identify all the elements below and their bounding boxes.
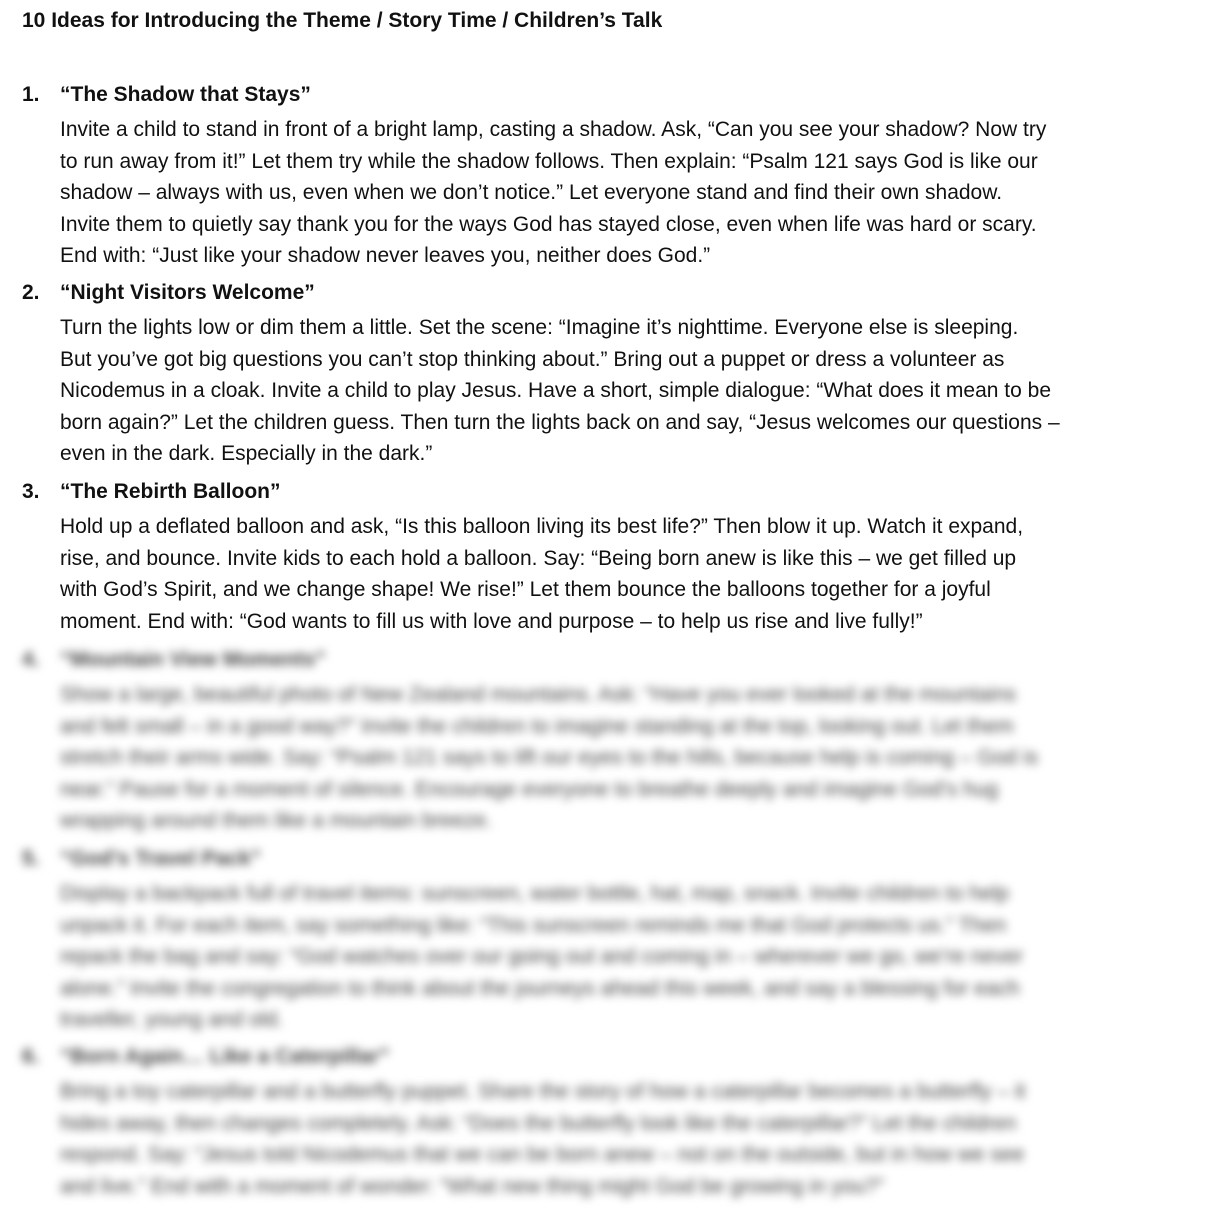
idea-title: “The Shadow that Stays”: [60, 83, 311, 106]
idea-body-line: wrapping around them like a mountain breeze.: [60, 809, 492, 832]
idea-body-line: and felt small – in a good way?” Invite the children to imagine standing at the top, looking out. Let them: [60, 714, 1014, 738]
idea-body-line: Display a backpack full of travel items: sunscreen, water bottle, hat, map, snack. Invite children to help: [60, 882, 1009, 905]
idea-body-line: Hold up a deflated balloon and ask, “Is this balloon living its best life?” Then blow it up. Watch it expand,: [60, 515, 1024, 538]
idea-number: 1.: [22, 83, 40, 106]
idea-body-line: End with: “Just like your shadow never leaves you, neither does God.”: [60, 244, 711, 267]
idea-number: 6.: [22, 1045, 40, 1068]
idea-body-line: moment. End with: “God wants to fill us with love and purpose – to help us rise and live fully!”: [60, 609, 923, 633]
idea-body-line: Turn the lights low or dim them a little. Set the scene: “Imagine it’s nighttime. Everyone else is sleeping.: [60, 316, 1019, 339]
idea-body: [60, 312, 1200, 470]
idea-number: 4.: [22, 648, 40, 671]
idea-body: [60, 114, 1200, 272]
idea-body-line: respond. Say: “Jesus told Nicodemus that we can be born anew – not on the outside, but in how we see: [60, 1143, 1025, 1166]
idea-body-line: repack the bag and say: “God watches over our going out and coming in – wherever we go, we’re never: [60, 945, 1024, 968]
idea-number: 5.: [22, 847, 40, 870]
idea-body-line: to run away from it!” Let them try while the shadow follows. Then explain: “Psalm 121 says God is like our: [60, 149, 1038, 173]
idea-title: “Mountain View Moments”: [60, 648, 326, 671]
idea-body-line: near.” Pause for a moment of silence. Encourage everyone to breathe deeply and imagine God’s hug: [60, 777, 999, 801]
idea-number: 2.: [22, 281, 40, 304]
idea-body-line: Invite a child to stand in front of a bright lamp, casting a shadow. Ask, “Can you see your shadow? Now try: [60, 118, 1047, 141]
idea-title: “The Rebirth Balloon”: [60, 480, 281, 503]
idea-body-line: Invite them to quietly say thank you for the ways God has stayed close, even when life was hard or scary.: [60, 212, 1037, 236]
idea-body-line: Nicodemus in a cloak. Invite a child to play Jesus. Have a short, simple dialogue: “What does it mean to be: [60, 379, 1051, 402]
idea-title: “God’s Travel Pack”: [60, 847, 262, 870]
idea-body: [60, 679, 1200, 837]
idea-body-line: and live.” End with a moment of wonder: “What new thing might God be growing in you?”: [60, 1174, 885, 1198]
idea-body-line: Bring a toy caterpillar and a butterfly puppet. Share the story of how a caterpillar becomes a butterfly – it: [60, 1080, 1026, 1103]
idea-body-line: stretch their arms wide. Say: “Psalm 121 says to lift our eyes to the hills, because help is coming – God is: [60, 746, 1039, 769]
idea-body-line: traveller, young and old.: [60, 1008, 283, 1031]
idea-body: [60, 1076, 1200, 1202]
idea-body: [60, 878, 1200, 1036]
idea-body-line: alone.” Invite the congregation to think about the journeys ahead this week, and say a blessing for each: [60, 976, 1020, 1000]
idea-body-line: But you’ve got big questions you can’t stop thinking about.” Bring out a puppet or dress a volunteer as: [60, 347, 1005, 371]
idea-body-line: with God’s Spirit, and we change shape! We rise!” Let them bounce the balloons together for a joyful: [60, 578, 991, 601]
idea-number: 3.: [22, 480, 40, 503]
idea-body-line: Show a large, beautiful photo of New Zealand mountains. Ask: “Have you ever looked at the mountains: [60, 683, 1017, 706]
idea-body: [60, 511, 1200, 637]
document-title: 10 Ideas for Introducing the Theme / Story Time / Children’s Talk: [22, 9, 663, 32]
idea-body-line: unpack it. For each item, say something like: “This sunscreen reminds me that God protects us.” Then: [60, 913, 1007, 937]
idea-body-line: rise, and bounce. Invite kids to each hold a balloon. Say: “Being born anew is like this – we get filled up: [60, 546, 1017, 570]
idea-body-line: hides away, then changes completely. Ask: “Does the butterfly look like the caterpillar?” Let the children: [60, 1111, 1017, 1135]
idea-title: “Born Again… Like a Caterpillar”: [60, 1045, 390, 1068]
idea-body-line: born again?” Let the children guess. Then turn the lights back on and say, “Jesus welcomes our questions –: [60, 410, 1060, 434]
idea-title: “Night Visitors Welcome”: [60, 281, 315, 304]
idea-body-line: shadow – always with us, even when we don’t notice.” Let everyone stand and find their own shadow.: [60, 181, 1003, 204]
idea-body-line: even in the dark. Especially in the dark.”: [60, 442, 433, 465]
